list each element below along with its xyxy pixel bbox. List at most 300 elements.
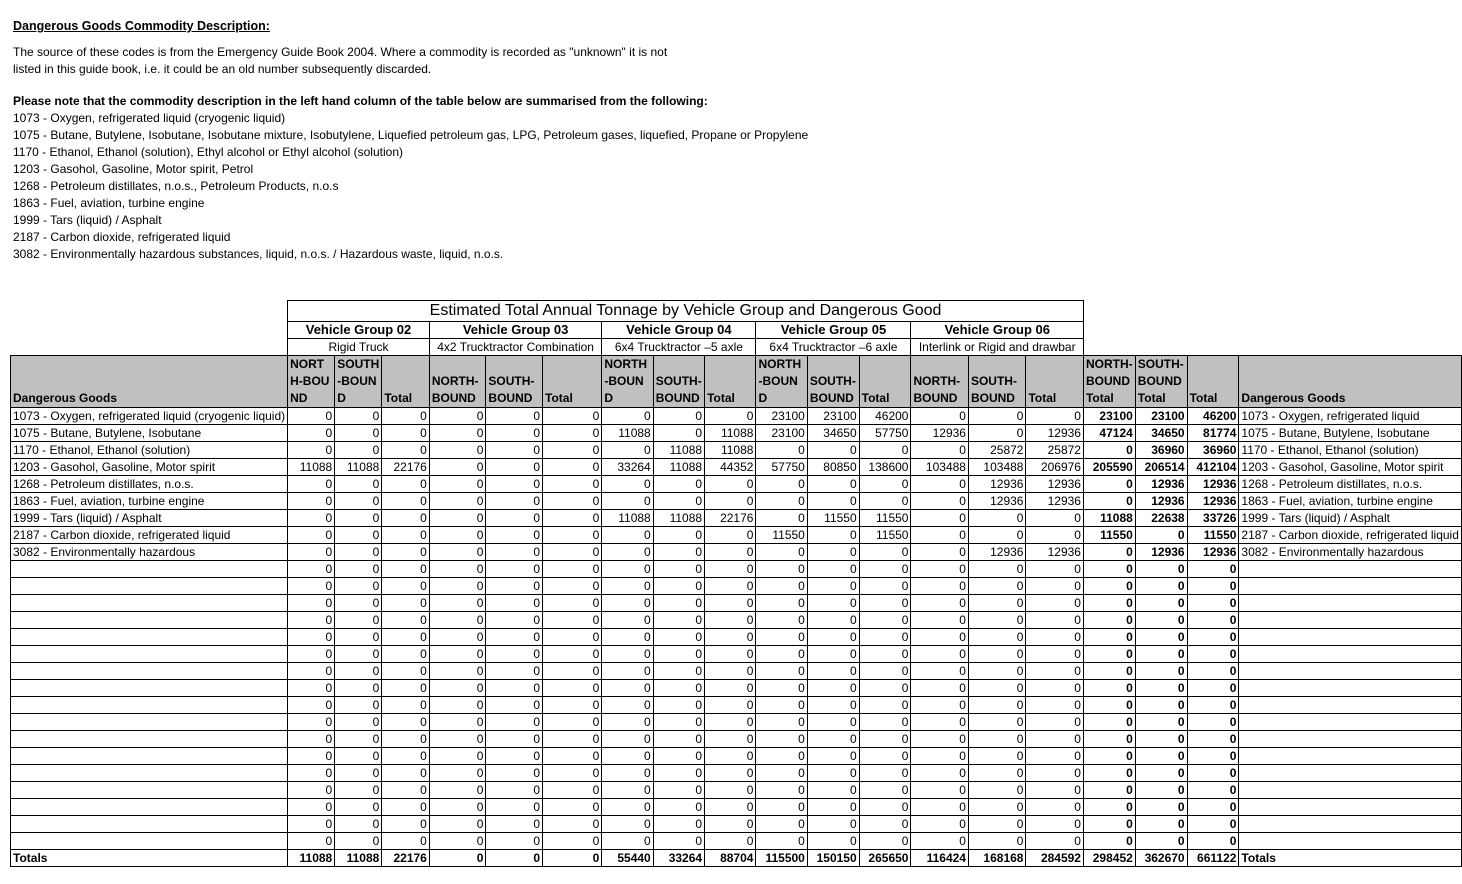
value-cell: 0 <box>335 663 382 680</box>
value-cell: 0 <box>968 731 1026 748</box>
value-cell: 0 <box>1026 833 1084 850</box>
value-cell: 0 <box>1026 561 1084 578</box>
value-cell: 0 <box>486 459 543 476</box>
value-cell: 0 <box>756 833 807 850</box>
value-cell: 11088 <box>335 459 382 476</box>
value-cell: 0 <box>968 663 1026 680</box>
totals-grand-cell: 661122 <box>1187 850 1239 867</box>
value-cell: 12936 <box>968 493 1026 510</box>
value-cell: 0 <box>335 816 382 833</box>
value-cell: 0 <box>429 527 486 544</box>
northbound-total-cell: 0 <box>1083 612 1135 629</box>
value-cell: 0 <box>705 748 756 765</box>
value-cell: 0 <box>653 578 704 595</box>
table-row <box>11 816 1462 833</box>
value-cell: 0 <box>486 476 543 493</box>
value-cell: 0 <box>968 510 1026 527</box>
value-cell: 0 <box>859 731 911 748</box>
value-cell: 0 <box>756 442 807 459</box>
value-cell: 0 <box>859 595 911 612</box>
value-cell: 0 <box>602 544 653 561</box>
value-cell: 0 <box>807 782 859 799</box>
value-cell: 0 <box>705 527 756 544</box>
value-cell: 0 <box>653 612 704 629</box>
totals-value-cell: 265650 <box>859 850 911 867</box>
northbound-total-cell: 0 <box>1083 714 1135 731</box>
tonnage-table <box>10 300 1462 867</box>
header-southbound: SOUTH-BOUND <box>335 356 382 408</box>
value-cell: 0 <box>543 493 602 510</box>
totals-value-cell: 22176 <box>382 850 430 867</box>
code-line: 1999 - Tars (liquid) / Asphalt <box>13 213 162 227</box>
grand-total-cell: 0 <box>1187 561 1239 578</box>
northbound-total-cell: 0 <box>1083 765 1135 782</box>
value-cell: 0 <box>807 816 859 833</box>
table-row <box>11 408 1462 425</box>
value-cell: 0 <box>705 544 756 561</box>
grand-total-cell: 0 <box>1187 697 1239 714</box>
value-cell: 0 <box>429 765 486 782</box>
southbound-total-cell: 0 <box>1135 680 1187 697</box>
header-southbound: SOUTH-BOUND <box>968 356 1026 408</box>
value-cell: 0 <box>543 561 602 578</box>
goods-label-right <box>1239 799 1462 816</box>
value-cell: 0 <box>335 782 382 799</box>
value-cell: 0 <box>1026 697 1084 714</box>
value-cell: 0 <box>756 765 807 782</box>
northbound-total-cell: 0 <box>1083 629 1135 646</box>
goods-label: 1203 - Gasohol, Gasoline, Motor spirit <box>11 459 288 476</box>
table-row <box>11 714 1462 731</box>
goods-label: 1999 - Tars (liquid) / Asphalt <box>11 510 288 527</box>
value-cell: 0 <box>486 527 543 544</box>
value-cell: 0 <box>335 595 382 612</box>
value-cell: 138600 <box>859 459 911 476</box>
value-cell: 0 <box>968 578 1026 595</box>
grand-total-cell: 0 <box>1187 731 1239 748</box>
value-cell: 0 <box>653 493 704 510</box>
goods-label: 1073 - Oxygen, refrigerated liquid (cryogenic liquid) <box>11 408 288 425</box>
value-cell: 57750 <box>756 459 807 476</box>
northbound-total-cell: 0 <box>1083 544 1135 561</box>
value-cell: 0 <box>335 476 382 493</box>
value-cell: 0 <box>335 425 382 442</box>
value-cell: 0 <box>382 561 430 578</box>
southbound-total-cell: 0 <box>1135 578 1187 595</box>
value-cell: 0 <box>911 476 969 493</box>
value-cell: 0 <box>486 408 543 425</box>
goods-label-right: 2187 - Carbon dioxide, refrigerated liquid <box>1239 527 1462 544</box>
goods-label-right <box>1239 765 1462 782</box>
value-cell: 0 <box>807 527 859 544</box>
value-cell: 0 <box>543 408 602 425</box>
value-cell: 25872 <box>968 442 1026 459</box>
value-cell: 0 <box>429 782 486 799</box>
value-cell: 206976 <box>1026 459 1084 476</box>
value-cell: 0 <box>968 782 1026 799</box>
value-cell: 0 <box>602 765 653 782</box>
grand-total-cell: 11550 <box>1187 527 1239 544</box>
value-cell: 0 <box>382 425 430 442</box>
value-cell: 0 <box>429 493 486 510</box>
value-cell: 0 <box>288 442 335 459</box>
value-cell: 0 <box>335 544 382 561</box>
value-cell: 0 <box>288 425 335 442</box>
table-row <box>11 612 1462 629</box>
value-cell: 0 <box>486 680 543 697</box>
table-row <box>11 782 1462 799</box>
grand-total-cell: 0 <box>1187 646 1239 663</box>
value-cell: 0 <box>911 799 969 816</box>
value-cell: 0 <box>602 612 653 629</box>
value-cell: 0 <box>911 595 969 612</box>
value-cell: 0 <box>602 697 653 714</box>
value-cell: 0 <box>653 765 704 782</box>
value-cell: 0 <box>911 561 969 578</box>
goods-label-right: 1999 - Tars (liquid) / Asphalt <box>1239 510 1462 527</box>
value-cell: 0 <box>543 476 602 493</box>
totals-value-cell: 55440 <box>602 850 653 867</box>
northbound-total-cell: 0 <box>1083 663 1135 680</box>
value-cell: 0 <box>288 731 335 748</box>
value-cell: 0 <box>543 765 602 782</box>
code-line: 1203 - Gasohol, Gasoline, Motor spirit, Petrol <box>13 162 254 176</box>
value-cell: 0 <box>288 493 335 510</box>
totals-row <box>11 850 1462 867</box>
value-cell: 0 <box>486 833 543 850</box>
value-cell: 0 <box>911 663 969 680</box>
value-cell: 0 <box>543 731 602 748</box>
value-cell: 12936 <box>1026 476 1084 493</box>
header-total: Total <box>543 356 602 408</box>
value-cell: 0 <box>653 544 704 561</box>
value-cell: 0 <box>653 408 704 425</box>
value-cell: 0 <box>602 408 653 425</box>
northbound-total-cell: 0 <box>1083 799 1135 816</box>
value-cell: 0 <box>807 544 859 561</box>
value-cell: 0 <box>705 816 756 833</box>
southbound-total-cell: 12936 <box>1135 493 1187 510</box>
value-cell: 0 <box>756 816 807 833</box>
value-cell: 0 <box>429 629 486 646</box>
value-cell: 0 <box>602 714 653 731</box>
value-cell: 0 <box>335 629 382 646</box>
code-line: 1170 - Ethanol, Ethanol (solution), Ethyl alcohol or Ethyl alcohol (solution) <box>13 145 403 159</box>
value-cell: 0 <box>543 799 602 816</box>
value-cell: 0 <box>968 799 1026 816</box>
value-cell: 0 <box>602 748 653 765</box>
goods-label <box>11 816 288 833</box>
grand-total-cell: 0 <box>1187 629 1239 646</box>
value-cell: 0 <box>705 578 756 595</box>
value-cell: 0 <box>543 697 602 714</box>
value-cell: 0 <box>807 629 859 646</box>
header-grand-total: Total <box>1187 356 1239 408</box>
value-cell: 0 <box>429 425 486 442</box>
table-row <box>11 595 1462 612</box>
goods-label-right: 1073 - Oxygen, refrigerated liquid <box>1239 408 1462 425</box>
value-cell: 0 <box>543 425 602 442</box>
value-cell: 0 <box>382 714 430 731</box>
value-cell: 0 <box>807 663 859 680</box>
header-northbound: NORTH-BOUND <box>429 356 486 408</box>
value-cell: 0 <box>382 748 430 765</box>
value-cell: 11088 <box>705 442 756 459</box>
value-cell: 0 <box>335 493 382 510</box>
totals-value-cell: 150150 <box>807 850 859 867</box>
totals-value-cell: 116424 <box>911 850 969 867</box>
northbound-total-cell: 0 <box>1083 595 1135 612</box>
value-cell: 0 <box>968 408 1026 425</box>
value-cell: 0 <box>705 476 756 493</box>
value-cell: 0 <box>382 646 430 663</box>
value-cell: 0 <box>968 646 1026 663</box>
value-cell: 0 <box>653 816 704 833</box>
southbound-total-cell: 0 <box>1135 799 1187 816</box>
value-cell: 0 <box>486 782 543 799</box>
value-cell: 0 <box>1026 782 1084 799</box>
value-cell: 0 <box>807 578 859 595</box>
value-cell: 0 <box>382 731 430 748</box>
value-cell: 0 <box>859 561 911 578</box>
goods-label <box>11 748 288 765</box>
value-cell: 0 <box>705 561 756 578</box>
code-line: 1863 - Fuel, aviation, turbine engine <box>13 196 205 210</box>
value-cell: 0 <box>486 578 543 595</box>
value-cell: 0 <box>653 527 704 544</box>
value-cell: 0 <box>653 782 704 799</box>
grand-total-cell: 0 <box>1187 816 1239 833</box>
value-cell: 0 <box>543 833 602 850</box>
value-cell: 0 <box>911 782 969 799</box>
intro-heading: Dangerous Goods Commodity Description: <box>13 19 270 33</box>
code-line: 3082 - Environmentally hazardous substances, liquid, n.o.s. / Hazardous waste, liquid, n.o.s. <box>13 247 504 261</box>
value-cell: 0 <box>486 442 543 459</box>
southbound-total-cell: 0 <box>1135 612 1187 629</box>
grand-total-cell: 412104 <box>1187 459 1239 476</box>
goods-label-right <box>1239 697 1462 714</box>
value-cell: 0 <box>288 697 335 714</box>
value-cell: 0 <box>911 629 969 646</box>
value-cell: 0 <box>705 629 756 646</box>
southbound-total-cell: 0 <box>1135 833 1187 850</box>
value-cell: 0 <box>859 476 911 493</box>
goods-label <box>11 799 288 816</box>
goods-label-right <box>1239 714 1462 731</box>
northbound-total-cell: 0 <box>1083 816 1135 833</box>
header-northbound: NORTH-BOUND <box>288 356 335 408</box>
table-row <box>11 748 1462 765</box>
value-cell: 0 <box>602 578 653 595</box>
value-cell: 0 <box>807 612 859 629</box>
southbound-total-cell: 0 <box>1135 697 1187 714</box>
southbound-total-cell: 0 <box>1135 714 1187 731</box>
totals-value-cell: 0 <box>429 850 486 867</box>
value-cell: 0 <box>859 493 911 510</box>
value-cell: 0 <box>859 442 911 459</box>
value-cell: 0 <box>429 459 486 476</box>
spacer <box>1083 339 1461 356</box>
totals-value-cell: 11088 <box>288 850 335 867</box>
southbound-total-cell: 206514 <box>1135 459 1187 476</box>
value-cell: 0 <box>807 765 859 782</box>
value-cell: 0 <box>653 425 704 442</box>
vehicle-type-label: 6x4 Trucktractor –6 axle <box>756 339 911 356</box>
value-cell: 0 <box>705 680 756 697</box>
value-cell: 0 <box>486 714 543 731</box>
northbound-total-cell: 0 <box>1083 680 1135 697</box>
value-cell: 0 <box>335 697 382 714</box>
northbound-total-cell: 11550 <box>1083 527 1135 544</box>
value-cell: 0 <box>543 612 602 629</box>
value-cell: 0 <box>1026 731 1084 748</box>
value-cell: 0 <box>335 646 382 663</box>
value-cell: 0 <box>602 561 653 578</box>
value-cell: 0 <box>429 408 486 425</box>
value-cell: 11088 <box>653 510 704 527</box>
table-row <box>11 731 1462 748</box>
value-cell: 12936 <box>1026 425 1084 442</box>
value-cell: 0 <box>756 731 807 748</box>
value-cell: 0 <box>756 680 807 697</box>
value-cell: 0 <box>429 833 486 850</box>
grand-total-cell: 0 <box>1187 663 1239 680</box>
southbound-total-cell: 0 <box>1135 748 1187 765</box>
table-row <box>11 799 1462 816</box>
code-line: 1075 - Butane, Butylene, Isobutane, Isobutane mixture, Isobutylene, Liquefied petroleum gas, LPG, Petroleum gases, liquefied, Propane or Propylene <box>13 128 809 142</box>
value-cell: 0 <box>486 612 543 629</box>
value-cell: 0 <box>602 646 653 663</box>
header-southbound: SOUTH-BOUND <box>807 356 859 408</box>
value-cell: 0 <box>602 833 653 850</box>
totals-label-right: Totals <box>1239 850 1462 867</box>
grand-total-cell: 46200 <box>1187 408 1239 425</box>
northbound-total-cell: 205590 <box>1083 459 1135 476</box>
value-cell: 0 <box>859 612 911 629</box>
value-cell: 0 <box>756 629 807 646</box>
goods-label-right <box>1239 782 1462 799</box>
value-cell: 0 <box>807 561 859 578</box>
goods-label-right: 3082 - Environmentally hazardous <box>1239 544 1462 561</box>
note-line: Please note that the commodity description in the left hand column of the table below are summarised from the following: <box>13 94 708 108</box>
value-cell: 0 <box>543 748 602 765</box>
value-cell: 0 <box>968 714 1026 731</box>
value-cell: 0 <box>653 561 704 578</box>
southbound-total-cell: 34650 <box>1135 425 1187 442</box>
value-cell: 0 <box>429 799 486 816</box>
value-cell: 0 <box>335 714 382 731</box>
value-cell: 0 <box>335 799 382 816</box>
value-cell: 0 <box>335 442 382 459</box>
value-cell: 23100 <box>756 425 807 442</box>
totals-label: Totals <box>11 850 288 867</box>
value-cell: 0 <box>807 714 859 731</box>
value-cell: 0 <box>968 748 1026 765</box>
value-cell: 44352 <box>705 459 756 476</box>
southbound-total-cell: 0 <box>1135 629 1187 646</box>
value-cell: 0 <box>335 578 382 595</box>
goods-label-right <box>1239 833 1462 850</box>
value-cell: 0 <box>756 595 807 612</box>
northbound-total-cell: 11088 <box>1083 510 1135 527</box>
goods-label: 1863 - Fuel, aviation, turbine engine <box>11 493 288 510</box>
value-cell: 0 <box>288 799 335 816</box>
value-cell: 0 <box>859 578 911 595</box>
value-cell: 0 <box>543 816 602 833</box>
value-cell: 0 <box>859 782 911 799</box>
value-cell: 0 <box>653 714 704 731</box>
goods-label-right <box>1239 612 1462 629</box>
value-cell: 0 <box>859 748 911 765</box>
grand-total-cell: 0 <box>1187 680 1239 697</box>
value-cell: 0 <box>756 799 807 816</box>
table-row <box>11 527 1462 544</box>
goods-label <box>11 595 288 612</box>
goods-label-right <box>1239 663 1462 680</box>
southbound-total-cell: 0 <box>1135 527 1187 544</box>
value-cell: 0 <box>486 799 543 816</box>
table-row <box>11 646 1462 663</box>
value-cell: 0 <box>602 799 653 816</box>
totals-value-cell: 88704 <box>705 850 756 867</box>
northbound-total-cell: 0 <box>1083 697 1135 714</box>
goods-label: 1268 - Petroleum distillates, n.o.s. <box>11 476 288 493</box>
northbound-total-cell: 0 <box>1083 748 1135 765</box>
value-cell: 0 <box>382 799 430 816</box>
value-cell: 0 <box>429 663 486 680</box>
value-cell: 0 <box>382 629 430 646</box>
southbound-total-cell: 0 <box>1135 595 1187 612</box>
value-cell: 0 <box>382 765 430 782</box>
code-line: 2187 - Carbon dioxide, refrigerated liquid <box>13 230 231 244</box>
value-cell: 11550 <box>859 527 911 544</box>
value-cell: 0 <box>382 612 430 629</box>
value-cell: 0 <box>859 646 911 663</box>
value-cell: 0 <box>968 697 1026 714</box>
value-cell: 0 <box>288 612 335 629</box>
value-cell: 0 <box>653 697 704 714</box>
totals-value-cell: 284592 <box>1026 850 1084 867</box>
value-cell: 0 <box>911 714 969 731</box>
value-cell: 0 <box>1026 663 1084 680</box>
goods-label <box>11 731 288 748</box>
value-cell: 0 <box>335 561 382 578</box>
value-cell: 0 <box>543 578 602 595</box>
header-northbound-total: NORTH-BOUND Total <box>1083 356 1135 408</box>
value-cell: 0 <box>911 816 969 833</box>
value-cell: 0 <box>968 680 1026 697</box>
value-cell: 0 <box>911 612 969 629</box>
value-cell: 0 <box>486 425 543 442</box>
vehicle-group-heading: Vehicle Group 06 <box>911 322 1084 339</box>
value-cell: 0 <box>911 748 969 765</box>
value-cell: 0 <box>382 833 430 850</box>
value-cell: 22176 <box>382 459 430 476</box>
value-cell: 0 <box>288 646 335 663</box>
value-cell: 0 <box>911 442 969 459</box>
value-cell: 0 <box>602 629 653 646</box>
totals-southbound-cell: 362670 <box>1135 850 1187 867</box>
goods-label <box>11 663 288 680</box>
table-row <box>11 833 1462 850</box>
value-cell: 0 <box>705 714 756 731</box>
value-cell: 0 <box>1026 408 1084 425</box>
value-cell: 0 <box>968 765 1026 782</box>
goods-label: 3082 - Environmentally hazardous <box>11 544 288 561</box>
goods-label <box>11 714 288 731</box>
value-cell: 0 <box>653 476 704 493</box>
value-cell: 0 <box>602 442 653 459</box>
